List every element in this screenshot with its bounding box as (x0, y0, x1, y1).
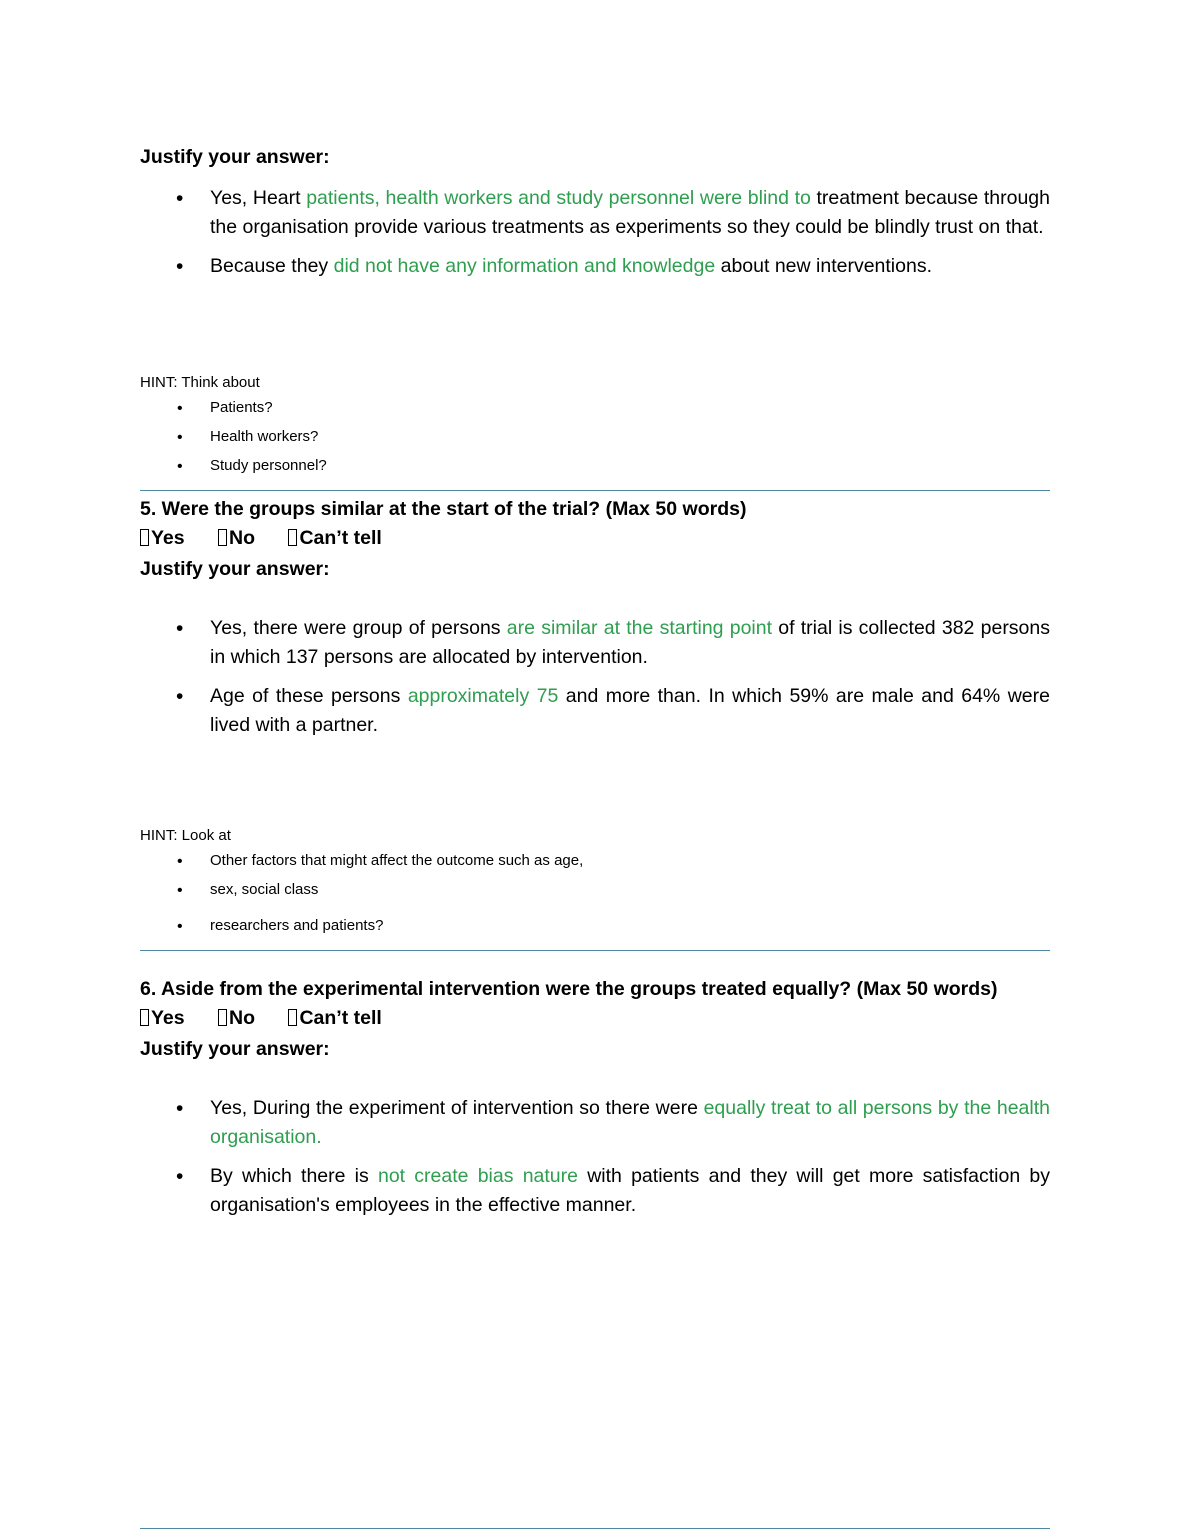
checkbox-icon[interactable] (140, 1009, 149, 1026)
q5-answer-list (140, 614, 1050, 740)
q5-option-no (218, 527, 255, 549)
option-label: No (229, 527, 256, 549)
option-label: Can’t tell (299, 527, 382, 549)
q5-option-yes (140, 527, 185, 549)
answer-bullet: • Yes, Heart patients, health workers and study personnel were blind to treatment because through the organisation provide various treatments as experiments so they could be blindly trust on that. (210, 184, 1050, 242)
q5-hint-label: HINT: Look at (140, 827, 231, 844)
checkbox-icon[interactable] (218, 529, 227, 546)
section-divider (140, 490, 1050, 491)
option-label: Yes (151, 1007, 185, 1029)
hint-item: • Other factors that might affect the outcome such as age, (210, 851, 1050, 871)
q6-option-cant-tell (288, 1007, 381, 1029)
q4-hint-list (140, 398, 1050, 476)
q4-answer-list (140, 184, 1050, 281)
hint-item: • Health workers? (210, 427, 1050, 447)
hint-item: • researchers and patients? (210, 916, 1050, 936)
q6-justify-heading: Justify your answer: (140, 1038, 330, 1060)
answer-bullet: • Because they did not have any information and knowledge about new interventions. (210, 252, 1050, 281)
q5-options-row (140, 524, 1050, 553)
hint-item: • sex, social class (210, 880, 1050, 900)
q4-hint-block (140, 373, 1050, 476)
q5-hint-block (140, 826, 1050, 936)
page-bottom-divider (140, 1528, 1050, 1529)
q4-justify-heading: Justify your answer: (140, 146, 330, 168)
q5-hint-list (140, 851, 1050, 936)
checkbox-icon[interactable] (288, 1009, 297, 1026)
answer-bullet: • Yes, During the experiment of intervention so there were equally treat to all persons by the health organisation. (210, 1094, 1050, 1152)
hint-item: • Patients? (210, 398, 1050, 418)
section-divider (140, 950, 1050, 951)
checkbox-icon[interactable] (218, 1009, 227, 1026)
option-label: No (229, 1007, 256, 1029)
answer-bullet: • Yes, there were group of persons are similar at the starting point of trial is collected 382 persons in which 137 persons are allocated by intervention. (210, 614, 1050, 672)
option-label: Yes (151, 527, 185, 549)
answer-bullet: • By which there is not create bias nature with patients and they will get more satisfaction by organisation's employees in the effective manner. (210, 1162, 1050, 1220)
answer-bullet: • Age of these persons approximately 75 and more than. In which 59% are male and 64% were lived with a partner. (210, 682, 1050, 740)
checkbox-icon[interactable] (140, 529, 149, 546)
q5-heading: 5. Were the groups similar at the start of the trial? (Max 50 words) (140, 498, 747, 520)
q5-justify-heading: Justify your answer: (140, 558, 330, 580)
q5-option-cant-tell (288, 527, 381, 549)
q6-option-yes (140, 1007, 185, 1029)
checkbox-icon[interactable] (288, 529, 297, 546)
q6-heading: 6. Aside from the experimental intervention were the groups treated equally? (Max 50 words) (140, 978, 998, 1000)
q6-options-row (140, 1004, 1050, 1033)
q6-option-no (218, 1007, 255, 1029)
q4-hint-label: HINT: Think about (140, 374, 260, 391)
q6-answer-list (140, 1094, 1050, 1220)
option-label: Can’t tell (299, 1007, 382, 1029)
hint-item: • Study personnel? (210, 456, 1050, 476)
